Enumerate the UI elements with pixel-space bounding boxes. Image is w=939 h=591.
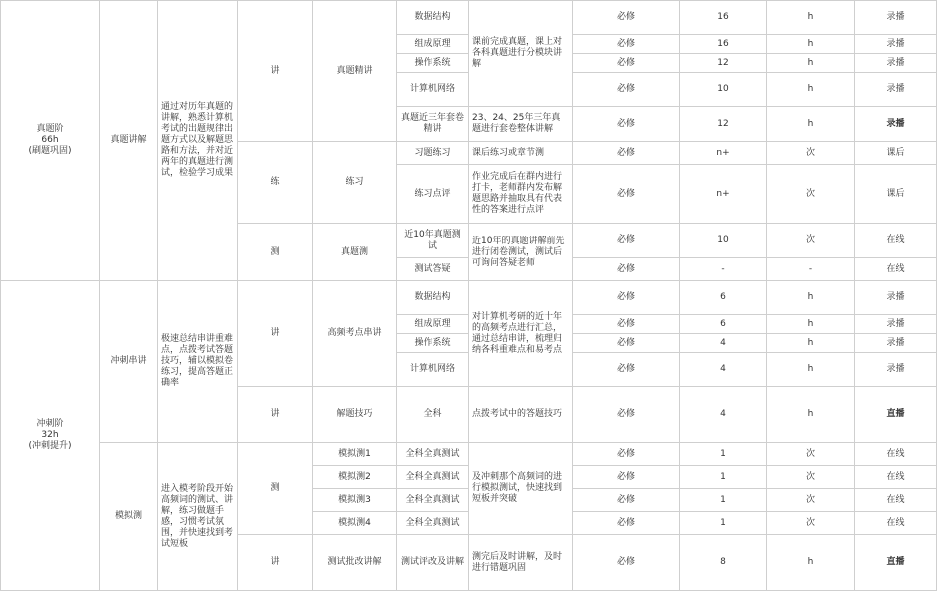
table-row xyxy=(1,443,937,466)
amount-cell: 4 xyxy=(680,353,767,387)
unit-cell: 次 xyxy=(767,489,855,512)
required-cell: 必修 xyxy=(573,54,680,73)
unit-cell: h xyxy=(767,535,855,591)
amount-cell: 12 xyxy=(680,54,767,73)
content-cell: 数据结构 xyxy=(397,1,469,35)
content-cell: 测试答疑 xyxy=(397,258,469,281)
required-cell: 必修 xyxy=(573,107,680,142)
content-cell: 数据结构 xyxy=(397,281,469,315)
required-cell: 必修 xyxy=(573,258,680,281)
unit-cell: - xyxy=(767,258,855,281)
mode-cell: 在线 xyxy=(855,512,937,535)
content-cell: 全科全真测试 xyxy=(397,489,469,512)
mode-cell: 录播 xyxy=(855,107,937,142)
content-description: 及冲刺那个高频词的进行模拟测试，快速找到短板并突破 xyxy=(469,443,573,535)
module-description: 通过对历年真题的讲解，熟悉计算机考试的出题规律出题方式以及解题思路和方法，并对近两年的真题进行测试，检验学习成果 xyxy=(158,1,238,281)
mode-cell: 录播 xyxy=(855,35,937,54)
content-cell: 习题练习 xyxy=(397,142,469,165)
content-cell: 全科全真测试 xyxy=(397,512,469,535)
unit-cell: 次 xyxy=(767,512,855,535)
mode-cell: 录播 xyxy=(855,281,937,315)
mode-cell: 课后 xyxy=(855,142,937,165)
amount-cell: n+ xyxy=(680,142,767,165)
unit-cell: h xyxy=(767,387,855,443)
amount-cell: 6 xyxy=(680,315,767,334)
required-cell: 必修 xyxy=(573,73,680,107)
mode-cell: 在线 xyxy=(855,466,937,489)
required-cell: 必修 xyxy=(573,512,680,535)
unit-cell: h xyxy=(767,281,855,315)
content-description: 课后练习或章节测 xyxy=(469,142,573,165)
unit-cell: h xyxy=(767,334,855,353)
mode-cell: 录播 xyxy=(855,315,937,334)
module-cell: 冲刺串讲 xyxy=(100,281,158,443)
amount-cell: n+ xyxy=(680,165,767,224)
mode-cell: 在线 xyxy=(855,258,937,281)
required-cell: 必修 xyxy=(573,353,680,387)
content-cell: 组成原理 xyxy=(397,35,469,54)
unit-cell: 次 xyxy=(767,165,855,224)
required-cell: 必修 xyxy=(573,334,680,353)
mode-cell: 直播 xyxy=(855,535,937,591)
amount-cell: 16 xyxy=(680,35,767,54)
content-description: 作业完成后在群内进行打卡，老师群内发布解题思路并抽取具有代表性的答案进行点评 xyxy=(469,165,573,224)
required-cell: 必修 xyxy=(573,142,680,165)
amount-cell: 10 xyxy=(680,73,767,107)
content-cell: 练习点评 xyxy=(397,165,469,224)
content-description xyxy=(469,224,573,281)
content-cell: 全科全真测试 xyxy=(397,466,469,489)
type-cell: 讲 xyxy=(238,281,313,387)
required-cell: 必修 xyxy=(573,281,680,315)
content-cell: 全科 xyxy=(397,387,469,443)
required-cell: 必修 xyxy=(573,224,680,258)
unit-cell: h xyxy=(767,353,855,387)
module-description: 进入模考阶段开始高频词的测试、讲解，练习做题手感，习惯考试氛围，并快速找到考试短板 xyxy=(158,443,238,591)
content-cell: 真题近三年套卷精讲 xyxy=(397,107,469,142)
required-cell: 必修 xyxy=(573,1,680,35)
unit-cell: 次 xyxy=(767,224,855,258)
content-description: 点拨考试中的答题技巧 xyxy=(469,387,573,443)
mode-cell: 直播 xyxy=(855,387,937,443)
content-cell: 操作系统 xyxy=(397,54,469,73)
module-cell: 模拟测 xyxy=(100,443,158,591)
mode-cell: 录播 xyxy=(855,1,937,35)
module-description: 极速总结串讲重难点，点拨考试答题技巧，辅以模拟卷练习，提高答题正确率 xyxy=(158,281,238,443)
mode-cell: 录播 xyxy=(855,353,937,387)
amount-cell: 12 xyxy=(680,107,767,142)
amount-cell: 8 xyxy=(680,535,767,591)
mode-cell: 在线 xyxy=(855,443,937,466)
required-cell: 必修 xyxy=(573,315,680,334)
group-cell: 模拟测2 xyxy=(313,466,397,489)
amount-cell: 1 xyxy=(680,512,767,535)
unit-cell: h xyxy=(767,315,855,334)
amount-cell: 4 xyxy=(680,387,767,443)
unit-cell: 次 xyxy=(767,443,855,466)
type-cell: 讲 xyxy=(238,387,313,443)
unit-cell: h xyxy=(767,54,855,73)
amount-cell: 10 xyxy=(680,224,767,258)
mode-cell: 课后 xyxy=(855,165,937,224)
amount-cell: 1 xyxy=(680,489,767,512)
amount-cell: 16 xyxy=(680,1,767,35)
mode-cell: 在线 xyxy=(855,489,937,512)
type-cell: 练 xyxy=(238,142,313,224)
required-cell: 必修 xyxy=(573,35,680,54)
amount-cell: 6 xyxy=(680,281,767,315)
unit-cell: h xyxy=(767,35,855,54)
group-cell: 模拟测4 xyxy=(313,512,397,535)
mode-cell: 录播 xyxy=(855,73,937,107)
unit-cell: 次 xyxy=(767,466,855,489)
group-cell: 真题测 xyxy=(313,224,397,281)
unit-cell: h xyxy=(767,107,855,142)
group-cell: 高频考点串讲 xyxy=(313,281,397,387)
required-cell: 必修 xyxy=(573,387,680,443)
content-cell: 操作系统 xyxy=(397,334,469,353)
content-cell: 组成原理 xyxy=(397,315,469,334)
type-cell: 测 xyxy=(238,443,313,535)
content-description: 23、24、25年三年真题进行套卷整体讲解 xyxy=(469,107,573,142)
phase-cell: 真题阶 66h (刷题巩固) xyxy=(1,1,100,281)
table-row xyxy=(1,281,937,315)
group-cell: 练习 xyxy=(313,142,397,224)
amount-cell: 4 xyxy=(680,334,767,353)
content-cell: 近10年真题测试 xyxy=(397,224,469,258)
required-cell: 必修 xyxy=(573,535,680,591)
group-cell: 模拟测3 xyxy=(313,489,397,512)
unit-cell: h xyxy=(767,73,855,107)
type-cell: 测 xyxy=(238,224,313,281)
content-description: 课前完成真题，课上对各科真题进行分模块讲解 xyxy=(469,1,573,107)
content-description: 测完后及时讲解，及时进行错题巩固 xyxy=(469,535,573,591)
content-cell: 计算机网络 xyxy=(397,353,469,387)
mode-cell: 录播 xyxy=(855,54,937,73)
content-description-text: 近10年的真题讲解前先进行闭卷测试，测试后可询问答疑老师 xyxy=(472,235,565,268)
content-description: 对计算机考研的近十年的高频考点进行汇总，通过总结串讲，梳理归纳各科重难点和易考点 xyxy=(469,281,573,387)
amount-cell: 1 xyxy=(680,466,767,489)
required-cell: 必修 xyxy=(573,466,680,489)
content-cell: 测试评改及讲解 xyxy=(397,535,469,591)
type-cell: 讲 xyxy=(238,1,313,142)
unit-cell: 次 xyxy=(767,142,855,165)
phase-cell: 冲刺阶 32h (冲刺提升) xyxy=(1,281,100,591)
content-cell: 全科全真测试 xyxy=(397,443,469,466)
amount-cell: 1 xyxy=(680,443,767,466)
mode-cell: 录播 xyxy=(855,334,937,353)
unit-cell: h xyxy=(767,1,855,35)
group-cell: 解题技巧 xyxy=(313,387,397,443)
group-cell: 真题精讲 xyxy=(313,1,397,142)
required-cell: 必修 xyxy=(573,443,680,466)
group-cell: 测试批改讲解 xyxy=(313,535,397,591)
required-cell: 必修 xyxy=(573,165,680,224)
mode-cell: 在线 xyxy=(855,224,937,258)
table-row xyxy=(1,1,937,35)
group-cell: 模拟测1 xyxy=(313,443,397,466)
content-cell: 计算机网络 xyxy=(397,73,469,107)
required-cell: 必修 xyxy=(573,489,680,512)
type-cell: 讲 xyxy=(238,535,313,591)
amount-cell: - xyxy=(680,258,767,281)
module-cell: 真题讲解 xyxy=(100,1,158,281)
